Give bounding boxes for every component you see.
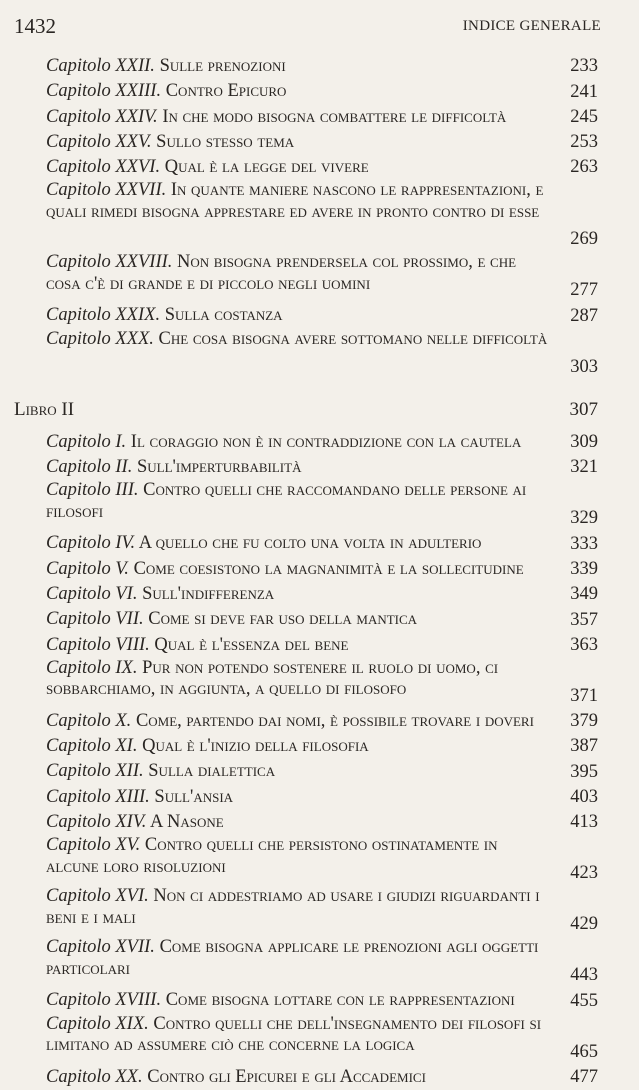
toc-chapter-entry (46, 886, 598, 937)
page-reference: 395 (570, 761, 598, 782)
chapter-text (46, 759, 598, 784)
toc-book-heading (14, 390, 598, 430)
table-of-contents (0, 54, 639, 1090)
toc-chapter-entry (46, 582, 598, 607)
page-reference: 339 (570, 558, 598, 579)
chapter-number: Capitolo XXVI. (46, 157, 161, 178)
toc-chapter-entry (46, 607, 598, 632)
chapter-text (46, 607, 598, 632)
toc-chapter-entry (46, 480, 598, 531)
page-reference: 363 (570, 634, 598, 655)
running-head: INDICE GENERALE (462, 18, 601, 34)
chapter-number: Capitolo XXII. (46, 56, 155, 76)
chapter-text (46, 582, 598, 607)
chapter-number: Capitolo VIII. (46, 634, 150, 655)
chapter-number: Capitolo II. (46, 457, 133, 478)
chapter-text (46, 54, 598, 79)
page-reference: 253 (570, 132, 598, 153)
page-reference: 349 (570, 584, 598, 605)
toc-chapter-entry (46, 988, 598, 1013)
toc-chapter-entry (46, 633, 598, 658)
page-reference: 403 (570, 787, 598, 808)
book-label: Libro II (14, 398, 75, 420)
chapter-number: Capitolo I. (46, 431, 127, 452)
chapter-title: Come bisogna applicare le prenozioni agli oggetti particolari (46, 937, 539, 979)
toc-chapter-entry (46, 1065, 598, 1090)
toc-chapter-entry (46, 303, 598, 328)
page-reference: 371 (570, 685, 598, 706)
toc-chapter-entry (46, 785, 598, 810)
toc-chapter-entry (46, 252, 598, 303)
chapter-number: Capitolo XIV. (46, 812, 147, 833)
chapter-title: Sull'indifferenza (137, 583, 275, 604)
page-reference: 303 (570, 356, 598, 377)
page-reference: 245 (570, 106, 598, 127)
toc-chapter-entry (46, 557, 598, 582)
chapter-text (46, 329, 598, 351)
page-reference: 277 (570, 280, 598, 301)
page-reference: 241 (570, 81, 598, 102)
page-reference: 263 (570, 157, 598, 178)
chapter-title: Sull'imperturbabilità (132, 457, 302, 478)
chapter-title: Sullo stesso tema (151, 131, 295, 152)
chapter-text (46, 480, 598, 523)
toc-chapter-entry (46, 658, 598, 709)
chapter-number: Capitolo V. (46, 558, 129, 579)
page-reference: 287 (570, 305, 598, 326)
page-reference: 423 (570, 863, 598, 884)
toc-chapter-entry (46, 430, 598, 455)
chapter-number: Capitolo IV. (46, 533, 136, 554)
chapter-title: Come si deve far uso della mantica (143, 609, 418, 630)
chapter-text (46, 658, 598, 701)
chapter-number: Capitolo XVII. (46, 937, 155, 958)
toc-chapter-entry (46, 709, 598, 734)
chapter-number: Capitolo XXVII. (46, 180, 167, 201)
chapter-title: Pur non potendo sostenere il ruolo di uomo, ci sobbarchiamo, in aggiunta, a quello di filosofo (46, 657, 499, 700)
chapter-text (46, 430, 598, 455)
chapter-title: Sulle prenozioni (154, 56, 286, 76)
chapter-number: Capitolo VII. (46, 609, 144, 630)
chapter-title: Non bisogna prendersela col prossimo, e che cosa c'è di grande e di piccolo negli uomini (46, 252, 517, 294)
chapter-title: Che cosa bisogna avere sottomano nelle difficoltà (153, 328, 548, 349)
chapter-number: Capitolo XXVIII. (46, 252, 173, 273)
chapter-text (46, 709, 598, 734)
toc-chapter-entry (46, 531, 598, 556)
chapter-title: In che modo bisogna combattere le difficoltà (157, 106, 507, 127)
chapter-title: Contro quelli che persistono ostinatamente in alcune loro risoluzioni (46, 835, 498, 877)
chapter-number: Capitolo XIII. (46, 786, 150, 807)
page-reference: 233 (570, 56, 598, 77)
page-reference: 413 (570, 812, 598, 833)
toc-chapter-entry (46, 155, 598, 180)
toc-chapter-entry (46, 180, 598, 252)
chapter-number: Capitolo XIX. (46, 1013, 149, 1034)
page-reference: 379 (570, 711, 598, 732)
page-number: 1432 (14, 14, 56, 38)
chapter-text (46, 105, 598, 130)
chapter-number: Capitolo VI. (46, 583, 138, 604)
toc-chapter-entry (46, 810, 598, 835)
page-reference: 329 (570, 508, 598, 529)
chapter-text (46, 531, 598, 556)
chapter-text (46, 155, 598, 180)
chapter-text (46, 886, 598, 929)
chapter-title: Sulla dialettica (143, 761, 276, 782)
chapter-title: Non ci addestriamo ad usare i giudizi riguardanti i beni e i mali (46, 886, 540, 928)
chapter-title: Qual è la legge del vivere (160, 157, 369, 178)
chapter-text (46, 252, 598, 295)
page-reference: 429 (570, 914, 598, 935)
page-reference: 309 (570, 432, 598, 453)
page-reference: 321 (570, 457, 598, 478)
chapter-number: Capitolo XXIX. (46, 305, 161, 326)
chapter-title: In quante maniere nascono le rappresentazioni, e quali rimedi bisogna apprestare ed avere in pronto contro di esse (46, 180, 544, 222)
chapter-text (46, 1014, 598, 1057)
page-reference: 307 (569, 398, 598, 420)
chapter-text (46, 785, 598, 810)
chapter-text (46, 180, 598, 223)
chapter-title: Contro quelli che dell'insegnamento dei filosofi si limitano ad assumere ciò che concerne la logica (46, 1013, 542, 1056)
toc-chapter-entry (46, 54, 598, 79)
page-reference: 455 (570, 990, 598, 1011)
chapter-number: Capitolo XV. (46, 835, 141, 856)
chapter-number: Capitolo XXIII. (46, 81, 162, 102)
toc-chapter-entry (46, 734, 598, 759)
chapter-number: Capitolo IX. (46, 657, 138, 678)
toc-chapter-entry (46, 105, 598, 130)
page-reference: 333 (570, 533, 598, 554)
page-reference: 465 (570, 1041, 598, 1062)
page-reference: 443 (570, 965, 598, 986)
chapter-text (46, 455, 598, 480)
chapter-text (46, 303, 598, 328)
chapter-number: Capitolo III. (46, 480, 139, 501)
toc-chapter-entry (46, 455, 598, 480)
page-reference: 387 (570, 736, 598, 757)
chapter-title: Contro gli Epicurei e gli Accademici (142, 1066, 426, 1087)
chapter-number: Capitolo XI. (46, 736, 138, 757)
chapter-title: A Nasone (146, 812, 224, 833)
toc-chapter-entry (46, 329, 598, 380)
chapter-number: Capitolo XXX. (46, 328, 154, 349)
chapter-title: Il coraggio non è in contraddizione con la cautela (126, 431, 522, 452)
chapter-number: Capitolo XVI. (46, 886, 149, 907)
chapter-title: A quello che fu colto una volta in adulterio (135, 533, 482, 554)
chapter-text (46, 810, 598, 835)
chapter-text (46, 835, 598, 878)
chapter-title: Come, partendo dai nomi, è possibile trovare i doveri (131, 710, 534, 731)
page-header (14, 14, 601, 42)
chapter-text (46, 557, 598, 582)
chapter-number: Capitolo XVIII. (46, 990, 162, 1011)
chapter-number: Capitolo XII. (46, 761, 144, 782)
chapter-text (46, 130, 598, 155)
chapter-title: Contro quelli che raccomandano delle persone ai filosofi (46, 480, 527, 522)
toc-chapter-entry (46, 79, 598, 104)
toc-chapter-entry (46, 130, 598, 155)
chapter-title: Sull'ansia (149, 786, 234, 807)
chapter-title: Qual è l'inizio della filosofia (137, 736, 369, 757)
chapter-number: Capitolo XX. (46, 1066, 143, 1087)
chapter-text (46, 79, 598, 104)
chapter-title: Sulla costanza (160, 305, 283, 326)
page-reference: 269 (570, 229, 598, 250)
chapter-title: Qual è l'essenza del bene (149, 634, 349, 655)
toc-chapter-entry (46, 1014, 598, 1065)
chapter-text (46, 1065, 598, 1090)
chapter-title: Come bisogna lottare con le rappresentazioni (161, 990, 515, 1011)
page-reference: 357 (570, 609, 598, 630)
toc-chapter-entry (46, 937, 598, 988)
chapter-number: Capitolo X. (46, 710, 132, 731)
chapter-text (46, 633, 598, 658)
chapter-number: Capitolo XXV. (46, 131, 152, 152)
chapter-text (46, 937, 598, 980)
toc-chapter-entry (46, 835, 598, 886)
page-reference: 477 (570, 1066, 598, 1087)
chapter-number: Capitolo XXIV. (46, 106, 158, 127)
chapter-title: Come coesistono la magnanimità e la sollecitudine (128, 558, 524, 579)
chapter-text (46, 988, 598, 1013)
chapter-text (46, 734, 598, 759)
chapter-title: Contro Epicuro (161, 81, 287, 102)
toc-chapter-entry (46, 759, 598, 784)
